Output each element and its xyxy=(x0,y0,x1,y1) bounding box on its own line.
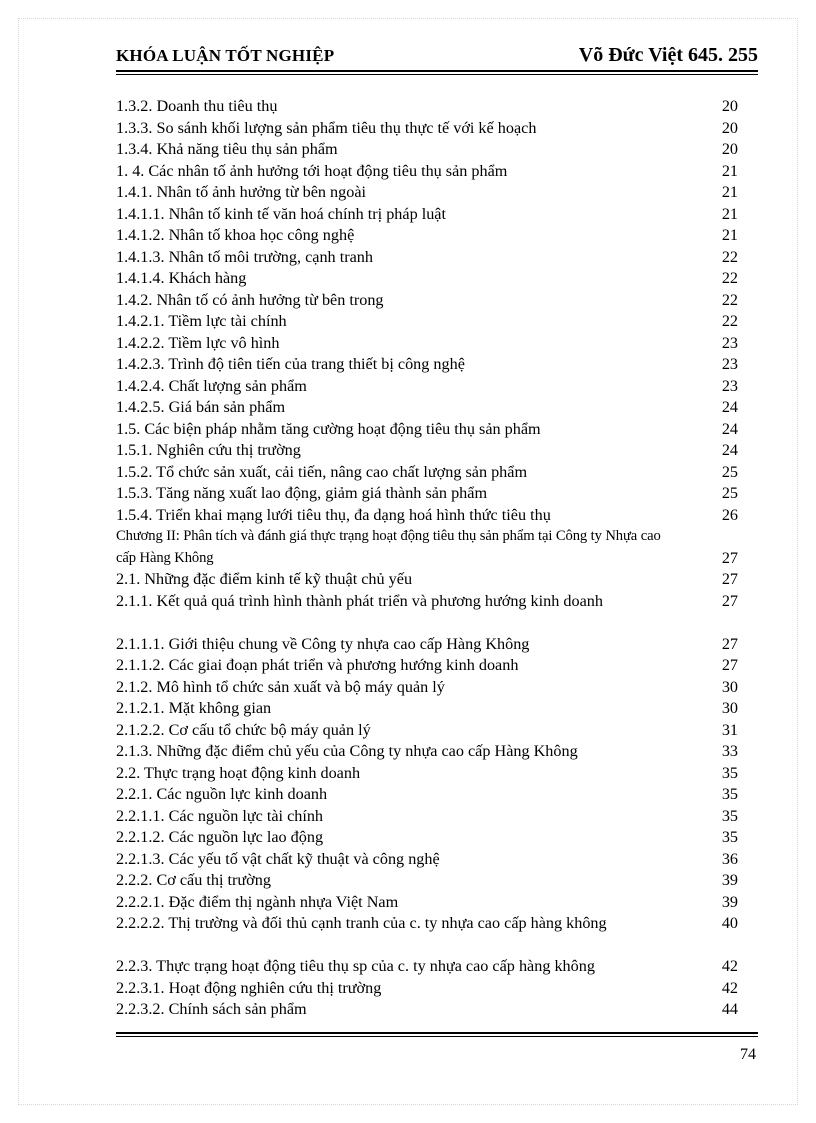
toc-entry-title: 2.1.2.2. Cơ cấu tổ chức bộ máy quản lý xyxy=(116,720,371,739)
toc-entry-title: 1.5.4. Triển khai mạng lưới tiêu thụ, đa dạng hoá hình thức tiêu thụ xyxy=(116,505,551,524)
toc-entry-title: Chương II: Phân tích và đánh giá thực trạng hoạt động tiêu thụ sản phẩm tại Công ty Nhựa cao cấp Hàng Không xyxy=(116,528,661,566)
toc-entry-page: 22 xyxy=(721,290,738,309)
toc-entry xyxy=(116,827,758,849)
toc-entry-title: 1.5. Các biện pháp nhằm tăng cường hoạt động tiêu thụ sản phẩm xyxy=(116,419,541,438)
toc-entry-title: 1. 4. Các nhân tố ảnh hưởng tới hoạt động tiêu thụ sản phẩm xyxy=(116,161,508,180)
toc-entry xyxy=(116,569,758,591)
toc-entry-page: 20 xyxy=(721,97,738,115)
toc-entry-title: 1.4.2.4. Chất lượng sản phẩm xyxy=(116,376,307,395)
toc-entry-title: 2.1.2. Mô hình tổ chức sản xuất và bộ máy quản lý xyxy=(116,677,445,696)
toc-entry-title: 1.3.2. Doanh thu tiêu thụ xyxy=(116,97,278,115)
toc-entry-title: 2.2.1. Các nguồn lực kinh doanh xyxy=(116,785,328,803)
toc-entry-page: 25 xyxy=(721,484,738,502)
toc-entry-page: 27 xyxy=(721,656,738,674)
toc-entry-page: 23 xyxy=(721,333,738,352)
toc-entry-title: 2.2.1.1. Các nguồn lực tài chính xyxy=(116,806,324,825)
toc-entry xyxy=(116,182,758,204)
toc-entry xyxy=(116,440,758,462)
toc-entry-page: 21 xyxy=(721,204,738,223)
toc-entry-title: 1.4.1. Nhân tố ảnh hưởng từ bên ngoài xyxy=(116,183,366,201)
toc-entry-page: 22 xyxy=(721,247,738,266)
toc-entry xyxy=(116,462,758,484)
toc-entry-title: 2.1.1. Kết quả quá trình hình thành phát triển và phương hướng kinh doanh xyxy=(116,591,603,610)
toc-entry-page: 39 xyxy=(721,892,738,911)
toc-entry xyxy=(116,806,758,828)
toc-entry xyxy=(116,354,758,376)
toc-entry xyxy=(116,591,758,634)
toc-entry-page: 26 xyxy=(721,505,738,524)
toc-entry-page: 22 xyxy=(721,312,738,330)
toc-entry-page: 27 xyxy=(721,570,738,588)
page-header xyxy=(116,44,758,70)
toc-entry xyxy=(116,655,758,677)
table-of-contents xyxy=(116,96,758,1021)
toc-entry xyxy=(116,720,758,742)
toc-entry-page: 35 xyxy=(721,806,738,825)
toc-entry-title: 2.2. Thực trạng hoạt động kinh doanh xyxy=(116,763,361,782)
toc-entry-page: 42 xyxy=(721,957,738,975)
toc-entry xyxy=(116,870,758,892)
toc-entry xyxy=(116,397,758,419)
toc-entry xyxy=(116,268,758,290)
header-author: Võ Đức Việt 645. 255 xyxy=(578,44,758,66)
toc-entry-title: 2.1.3. Những đặc điểm chủ yếu của Công ty nhựa cao cấp Hàng Không xyxy=(116,742,578,760)
toc-entry-title: 2.1.1.1. Giới thiệu chung về Công ty nhựa cao cấp Hàng Không xyxy=(116,634,530,653)
toc-entry-page: 31 xyxy=(721,720,738,739)
toc-entry xyxy=(116,139,758,161)
toc-entry xyxy=(116,784,758,806)
toc-entry-title: 1.5.2. Tổ chức sản xuất, cải tiến, nâng cao chất lượng sản phẩm xyxy=(116,462,528,481)
toc-entry-title: 1.5.1. Nghiên cứu thị trường xyxy=(116,441,301,459)
toc-entry xyxy=(116,763,758,785)
toc-entry-title: 1.4.2.1. Tiềm lực tài chính xyxy=(116,312,287,330)
toc-entry-title: 2.1. Những đặc điểm kinh tế kỹ thuật chủ yếu xyxy=(116,570,413,588)
toc-entry xyxy=(116,741,758,763)
page-number: 74 xyxy=(740,1046,756,1063)
toc-entry-page: 35 xyxy=(721,785,738,803)
toc-entry-page: 23 xyxy=(721,355,738,373)
toc-entry xyxy=(116,290,758,312)
toc-entry-title: 2.2.1.2. Các nguồn lực lao động xyxy=(116,828,324,846)
toc-entry xyxy=(116,892,758,914)
toc-entry xyxy=(116,118,758,140)
toc-entry-title: 2.2.2.1. Đặc điểm thị ngành nhựa Việt Nam xyxy=(116,892,399,911)
toc-entry-page: 27 xyxy=(721,591,738,610)
toc-entry-title: 1.5.3. Tăng năng xuất lao động, giảm giá thành sản phẩm xyxy=(116,484,488,502)
toc-entry-title: 1.3.4. Khả năng tiêu thụ sản phẩm xyxy=(116,140,338,158)
toc-entry-page: 30 xyxy=(721,699,738,717)
toc-entry xyxy=(116,376,758,398)
toc-entry-page: 24 xyxy=(721,441,738,459)
toc-entry-page: 20 xyxy=(721,118,738,137)
toc-entry-page: 39 xyxy=(721,871,738,889)
toc-entry-page: 20 xyxy=(721,140,738,158)
toc-entry-page: 33 xyxy=(721,742,738,760)
toc-entry-page: 25 xyxy=(721,462,738,481)
toc-entry-page: 22 xyxy=(721,269,738,287)
toc-entry xyxy=(116,333,758,355)
toc-entry xyxy=(116,225,758,247)
toc-entry-title: 2.2.1.3. Các yếu tố vật chất kỹ thuật và công nghệ xyxy=(116,849,440,868)
toc-entry-page: 35 xyxy=(721,828,738,846)
toc-entry-page: 21 xyxy=(721,183,738,201)
toc-entry xyxy=(116,849,758,871)
toc-entry-page: 44 xyxy=(721,1000,738,1018)
toc-entry-page: 27 xyxy=(721,634,738,653)
toc-entry xyxy=(116,247,758,269)
toc-entry xyxy=(116,96,758,118)
toc-entry-page: 27 xyxy=(721,548,738,567)
header-title: KHÓA LUẬN TỐT NGHIỆP xyxy=(116,46,335,65)
toc-entry-title: 1.4.2.3. Trình độ tiên tiến của trang thiết bị công nghệ xyxy=(116,355,465,373)
toc-entry-page: 35 xyxy=(721,763,738,782)
toc-entry-page: 24 xyxy=(721,398,738,416)
toc-entry-title: 2.1.1.2. Các giai đoạn phát triển và phương hướng kinh doanh xyxy=(116,656,519,674)
toc-entry xyxy=(116,311,758,333)
toc-entry xyxy=(116,913,758,956)
toc-entry-page: 23 xyxy=(721,376,738,395)
header-divider xyxy=(116,70,758,75)
toc-entry xyxy=(116,419,758,441)
toc-entry xyxy=(116,698,758,720)
toc-entry-title: 2.2.2.2. Thị trường và đối thủ cạnh tranh của c. ty nhựa cao cấp hàng không xyxy=(116,914,607,932)
toc-entry-title: 2.2.3.1. Hoạt động nghiên cứu thị trường xyxy=(116,978,382,997)
toc-entry xyxy=(116,161,758,183)
toc-entry-page: 30 xyxy=(721,677,738,696)
toc-entry-page: 21 xyxy=(721,161,738,180)
toc-entry xyxy=(116,526,758,569)
toc-entry-page: 36 xyxy=(721,849,738,868)
footer-divider xyxy=(116,1032,758,1037)
toc-entry xyxy=(116,505,758,527)
toc-entry-title: 1.4.2.2. Tiềm lực vô hình xyxy=(116,333,280,352)
toc-entry-title: 1.4.1.2. Nhân tố khoa học công nghệ xyxy=(116,226,355,244)
toc-entry-page: 21 xyxy=(721,226,738,244)
toc-entry xyxy=(116,956,758,978)
toc-entry xyxy=(116,999,758,1021)
toc-entry xyxy=(116,483,758,505)
toc-entry-page: 42 xyxy=(721,978,738,997)
toc-entry-title: 2.2.3.2. Chính sách sản phẩm xyxy=(116,1000,307,1018)
toc-entry xyxy=(116,204,758,226)
toc-entry-title: 2.2.2. Cơ cấu thị trường xyxy=(116,871,271,889)
toc-entry-title: 1.4.1.1. Nhân tố kinh tế văn hoá chính trị pháp luật xyxy=(116,204,446,223)
toc-entry-title: 1.4.1.4. Khách hàng xyxy=(116,269,247,287)
toc-entry-title: 2.2.3. Thực trạng hoạt động tiêu thụ sp của c. ty nhựa cao cấp hàng không xyxy=(116,957,595,975)
toc-entry xyxy=(116,978,758,1000)
toc-entry-title: 2.1.2.1. Mặt không gian xyxy=(116,699,272,717)
toc-entry-title: 1.3.3. So sánh khối lượng sản phẩm tiêu thụ thực tế với kế hoạch xyxy=(116,118,537,137)
toc-entry xyxy=(116,677,758,699)
toc-entry-title: 1.4.2. Nhân tố có ảnh hưởng từ bên trong xyxy=(116,290,384,309)
toc-entry-title: 1.4.2.5. Giá bán sản phẩm xyxy=(116,398,286,416)
toc-entry-page: 24 xyxy=(721,419,738,438)
toc-entry-title: 1.4.1.3. Nhân tố môi trường, cạnh tranh xyxy=(116,247,373,266)
toc-entry xyxy=(116,634,758,656)
toc-entry-page: 40 xyxy=(721,914,738,932)
